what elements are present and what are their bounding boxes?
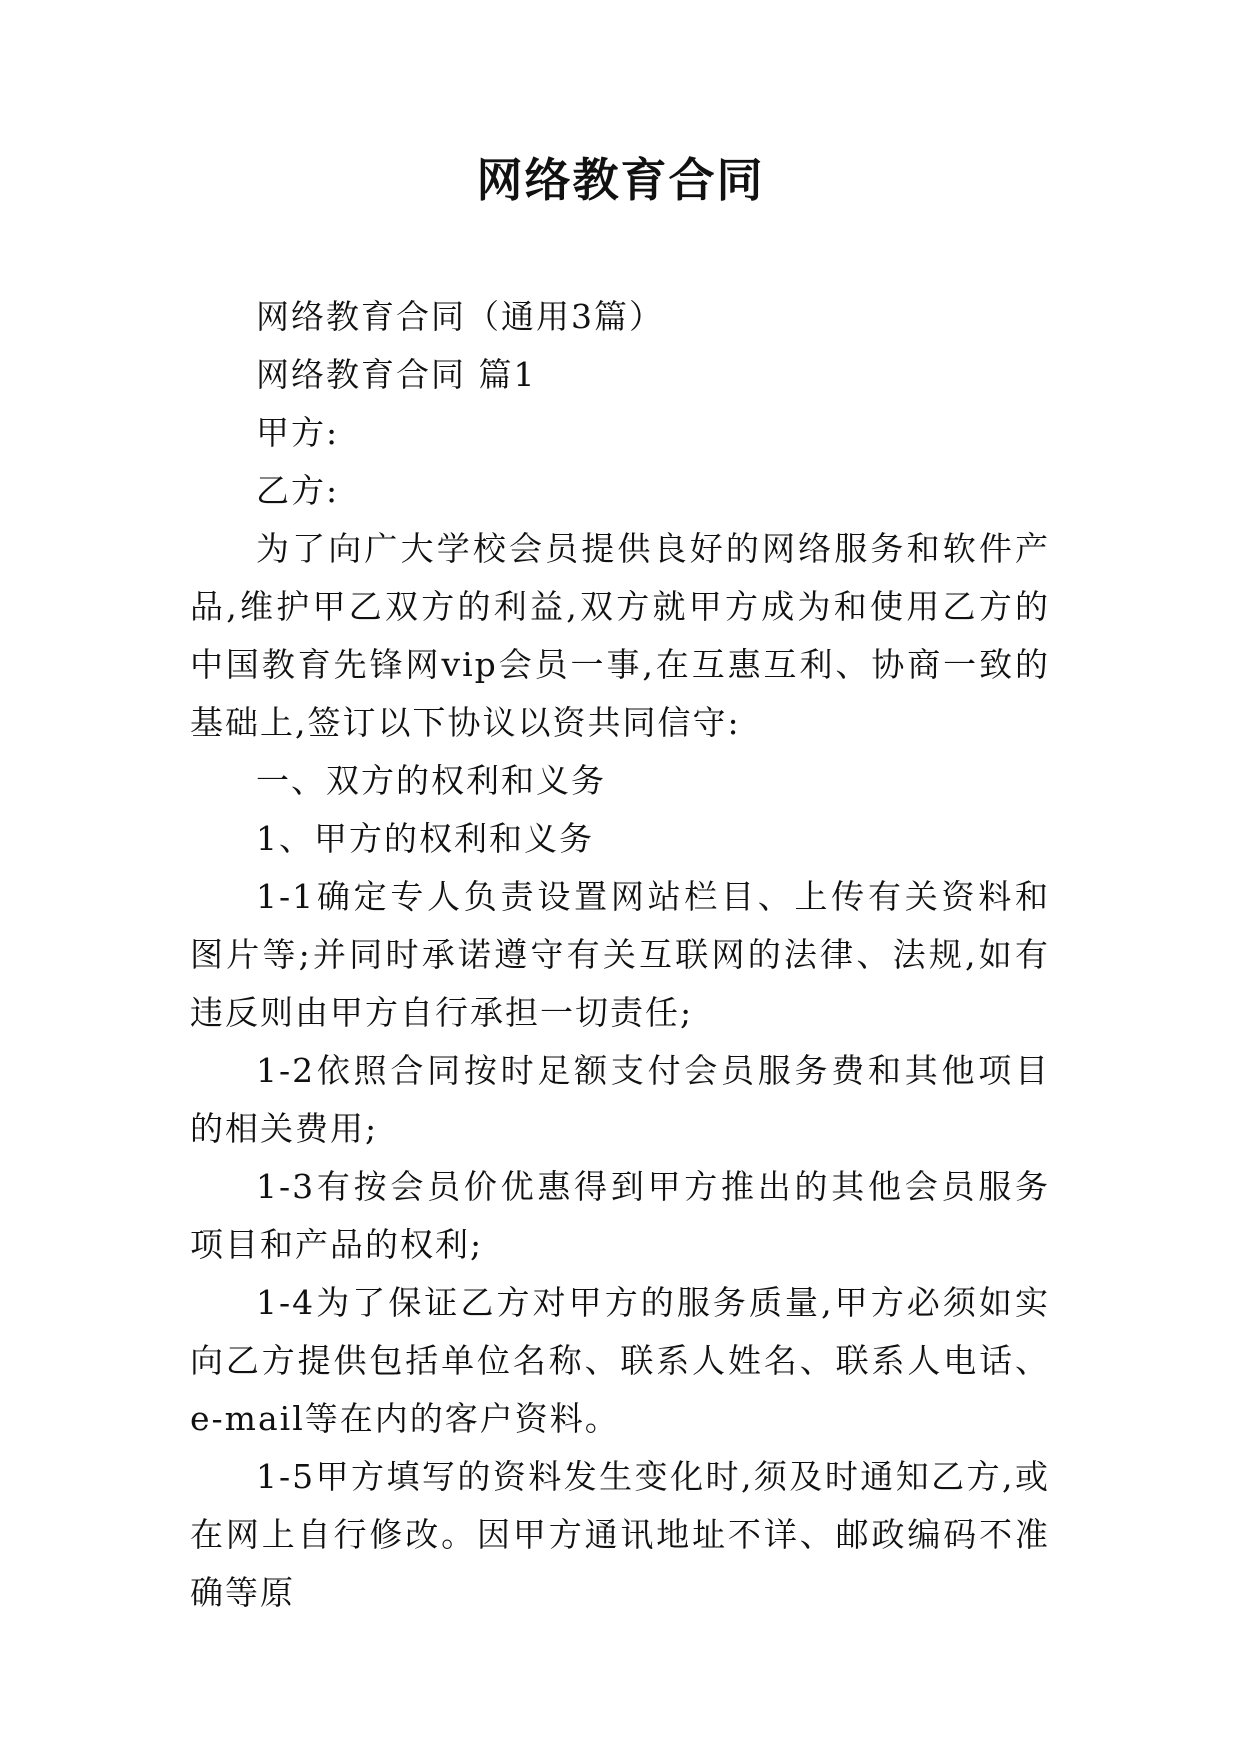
document-body xyxy=(190,288,1050,1622)
paragraph-clause-1-3: 1-3有按会员价优惠得到甲方推出的其他会员服务项目和产品的权利; xyxy=(190,1167,1050,1264)
paragraph-section-heading: 网络教育合同 篇1 xyxy=(256,355,537,394)
paragraph-subtitle: 网络教育合同（通用3篇） xyxy=(256,297,664,336)
paragraph-clause-1-2: 1-2依照合同按时足额支付会员服务费和其他项目的相关费用; xyxy=(190,1051,1050,1148)
document-title: 网络教育合同 xyxy=(476,153,765,207)
paragraph-party-a: 甲方: xyxy=(256,413,340,452)
paragraph-clause-1-5: 1-5甲方填写的资料发生变化时,须及时通知乙方,或在网上自行修改。因甲方通讯地址不详、邮政编码不准确等原 xyxy=(190,1457,1050,1612)
paragraph-clause-1-4: 1-4为了保证乙方对甲方的服务质量,甲方必须如实向乙方提供包括单位名称、联系人姓名、联系人电话、e-mail等在内的客户资料。 xyxy=(190,1283,1050,1438)
paragraph-party-b: 乙方: xyxy=(256,471,340,510)
paragraph-clause-1-1: 1-1确定专人负责设置网站栏目、上传有关资料和图片等;并同时承诺遵守有关互联网的法律、法规,如有违反则由甲方自行承担一切责任; xyxy=(190,877,1050,1032)
paragraph-clause-heading: 一、双方的权利和义务 xyxy=(256,761,606,800)
paragraph-preamble: 为了向广大学校会员提供良好的网络服务和软件产品,维护甲乙双方的利益,双方就甲方成为和使用乙方的中国教育先锋网vip会员一事,在互惠互利、协商一致的基础上,签订以下协议以资共同信守: xyxy=(190,529,1050,742)
paragraph-subclause-heading: 1、甲方的权利和义务 xyxy=(256,819,594,858)
